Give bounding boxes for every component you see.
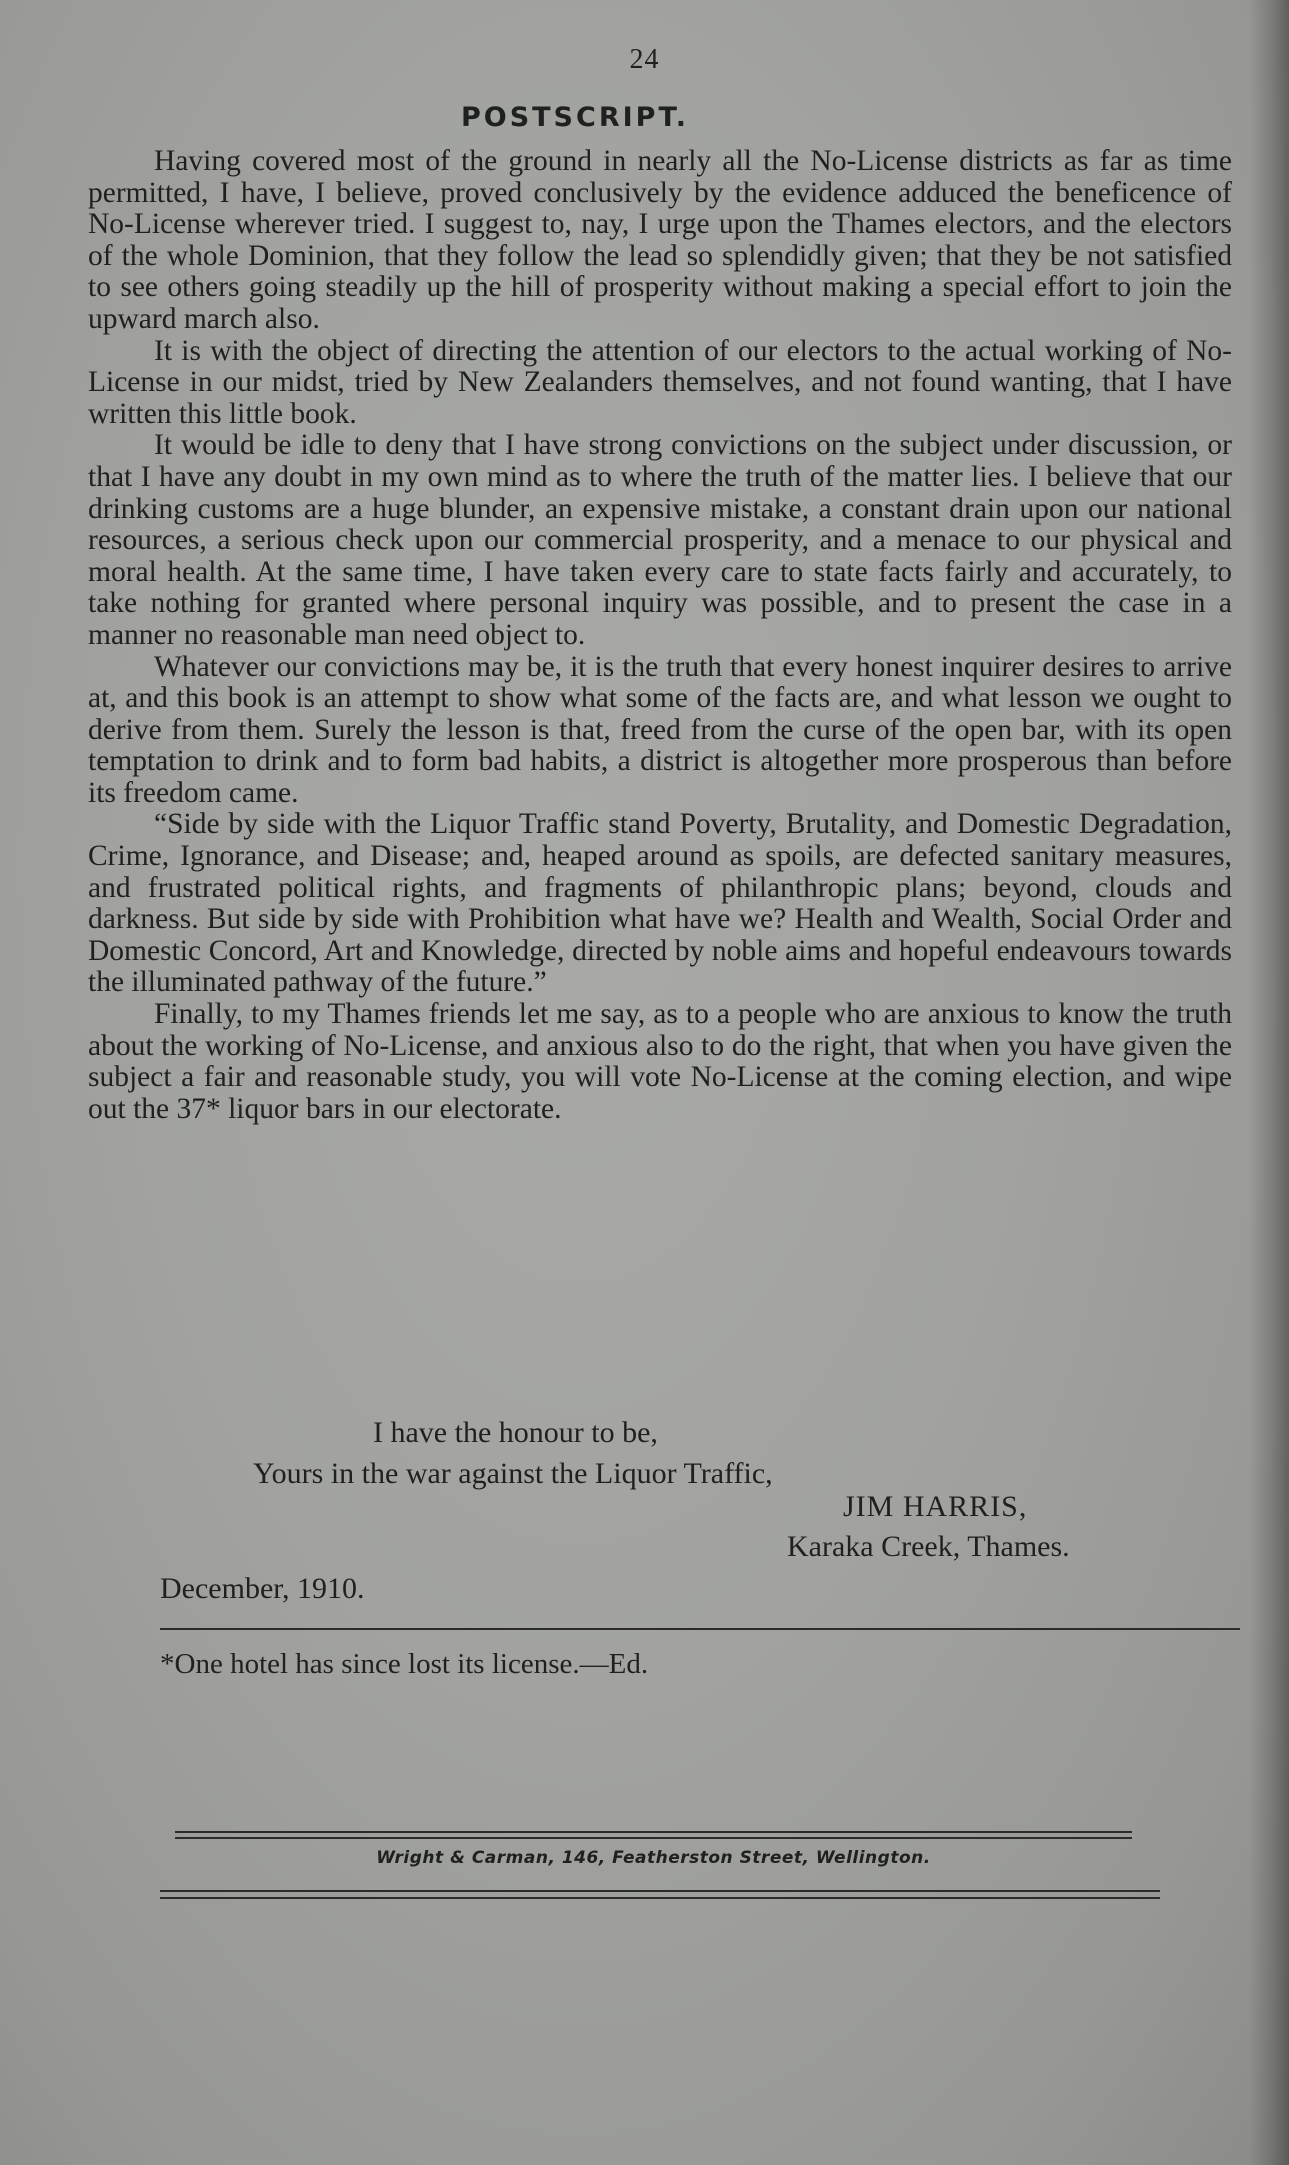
footnote-divider bbox=[160, 1628, 1240, 1630]
paragraph-5-quotation: “Side by side with the Liquor Traffic stand Poverty, Brutality, and Domestic Degradation, Crime, Ignorance, and Disease; and, heaped around as spoils, are defected sanitary measures, and frustrated political rights, and fragments of philanthropic plans; beyond, clouds and darkness. But side by side with Prohibition what have we? Health and Wealth, Social Order and Domestic Concord, Art and Knowledge, directed by noble aims and hopeful endeavours towards the illuminated pathway of the future.” bbox=[88, 808, 1232, 999]
closing-honour: I have the honour to be, bbox=[373, 1416, 658, 1449]
printer-rule-top-2 bbox=[175, 1837, 1132, 1839]
printer-imprint: Wright & Carman, 146, Featherston Street, Wellington. bbox=[376, 1848, 931, 1868]
closing-yours: Yours in the war against the Liquor Traffic, bbox=[253, 1457, 773, 1490]
letter-date: December, 1910. bbox=[160, 1572, 365, 1605]
printer-rule-bottom-1 bbox=[160, 1890, 1160, 1892]
author-name: JIM HARRIS, bbox=[843, 1490, 1028, 1523]
postscript-body bbox=[88, 146, 1232, 1125]
page-number: 24 bbox=[629, 44, 660, 75]
paragraph-2: It is with the object of directing the attention of our electors to the actual working of No-License in our midst, tried by New Zealanders themselves, and not found wanting, that I have written this little book. bbox=[88, 334, 1232, 430]
paragraph-1: Having covered most of the ground in nearly all the No-License districts as far as time permitted, I have, I believe, proved conclusively by the evidence adduced the beneficence of No-License wherever tried. I suggest to, nay, I urge upon the Thames electors, and the electors of the whole Dominion, that they follow the lead so splendidly given; that they be not satisfied to see others going steadily up the hill of prosperity without making a special effort to join the upward march also. bbox=[88, 145, 1232, 335]
author-location: Karaka Creek, Thames. bbox=[787, 1530, 1070, 1563]
printer-rule-top-1 bbox=[175, 1831, 1132, 1833]
section-title: POSTSCRIPT. bbox=[460, 102, 690, 133]
printer-rule-bottom-2 bbox=[160, 1897, 1160, 1899]
paragraph-4: Whatever our convictions may be, it is the truth that every honest inquirer desires to arrive at, and this book is an attempt to show what some of the facts are, and what lesson we ought to derive from them. Surely the lesson is that, freed from the curse of the open bar, with its open temptation to drink and to form bad habits, a district is altogether more prosperous than before its freedom came. bbox=[88, 650, 1232, 809]
footnote: *One hotel has since lost its license.—Ed. bbox=[160, 1648, 649, 1680]
paragraph-3: It would be idle to deny that I have strong convictions on the subject under discussion, or that I have any doubt in my own mind as to where the truth of the matter lies. I believe that our drinking customs are a huge blunder, an expensive mistake, a constant drain upon our national resources, a serious check upon our commercial prosperity, and a menace to our physical and moral health. At the same time, I have taken every care to state facts fairly and accurately, to take nothing for granted where personal inquiry was possible, and to present the case in a manner no reasonable man need object to. bbox=[88, 429, 1232, 651]
paragraph-6: Finally, to my Thames friends let me say, as to a people who are anxious to know the truth about the working of No-License, and anxious also to do the right, that when you have given the subject a fair and reasonable study, you will vote No-License at the coming election, and wipe out the 37* liquor bars in our electorate. bbox=[88, 998, 1232, 1125]
page-edge-shadow bbox=[1249, 0, 1289, 2165]
